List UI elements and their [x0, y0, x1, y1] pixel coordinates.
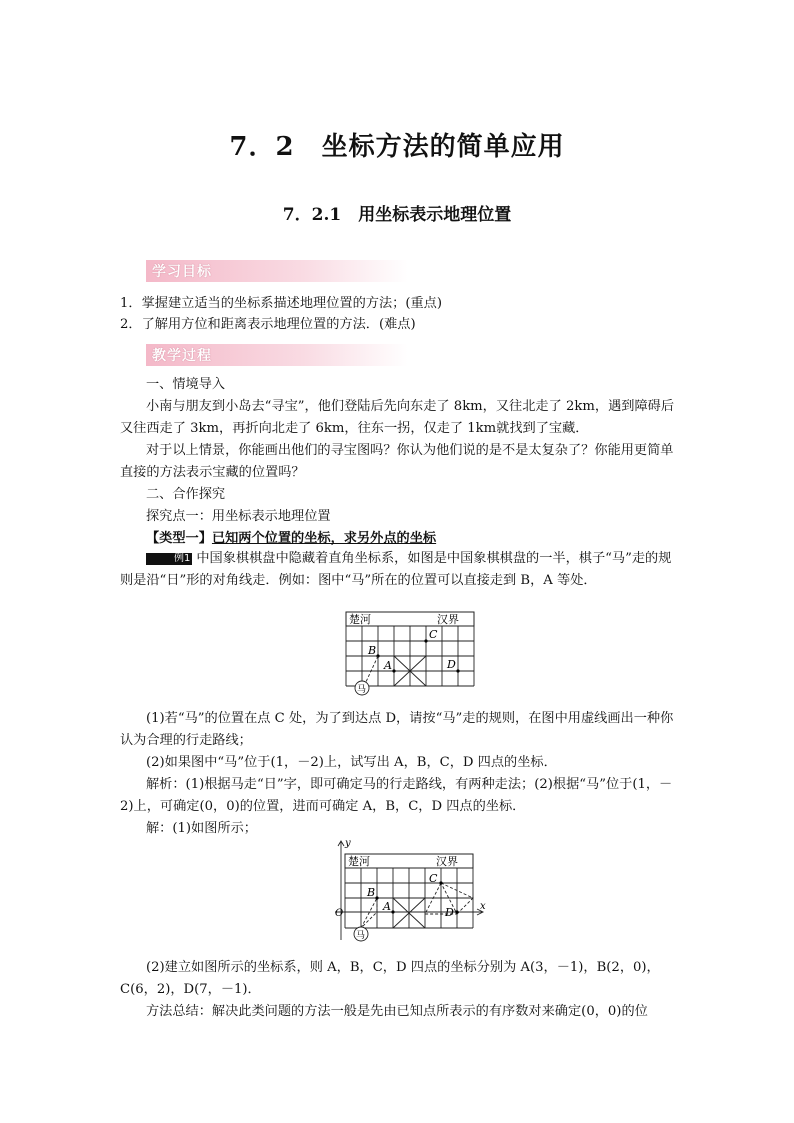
point-C-label: C [429, 628, 438, 641]
solution-2: (2)建立如图所示的坐标系，则 A，B，C，D 四点的坐标分别为 A(3，－1)，B(2，0)，C(6，2)，D(7，－1)． [120, 960, 660, 997]
point-D-label-2: D [445, 906, 454, 919]
board-2-left-label: 楚河 [348, 855, 370, 868]
process-banner [146, 344, 408, 366]
goal-2: 2．了解用方位和距离表示地理位置的方法．(难点) [120, 317, 416, 332]
goals-banner [146, 260, 408, 282]
board-2-right-label: 汉界 [436, 855, 458, 868]
goals-banner-label: 学习目标 [152, 264, 212, 280]
horse-label: 马 [357, 685, 367, 695]
type-1-line [120, 528, 676, 550]
question-1: (1)若“马”的位置在点 C 处，为了到达点 D，请按“马”走的规则，在图中用虚线画出一种你认为合理的行走路线； [120, 711, 674, 748]
analysis: 解析：(1)根据马走“日”字，即可确定马的行走路线，有两种走法；(2)根据“马”位于(1，－2)上，可确定(0，0)的位置，进而可确定 A，B，C，D 四点的坐标． [120, 777, 673, 814]
goal-1: 1．掌握建立适当的坐标系描述地理位置的方法；(重点) [120, 296, 442, 311]
section-2-heading: 二、合作探究 [146, 487, 226, 502]
chess-board-figure-1 [343, 610, 477, 696]
section-subtitle: 7．2.1 用坐标表示地理位置 [282, 205, 512, 225]
board-right-label: 汉界 [437, 613, 459, 626]
type-1-label: 【类型一】 [146, 531, 212, 546]
question-2: (2)如果图中“马”位于(1，－2)上，试写出 A，B，C，D 四点的坐标． [146, 755, 557, 770]
point-B-label: B [368, 644, 377, 657]
process-banner-label: 教学过程 [152, 348, 212, 364]
type-1-title: 已知两个位置的坐标，求另外点的坐标 [211, 531, 437, 546]
chess-board-figure-2 [333, 836, 493, 950]
section-1-paragraph-2: 对于以上情景，你能画出他们的寻宝图吗？你认为他们说的是不是太复杂了？你能用更简单直接的方法表示宝藏的位置吗？ [120, 443, 674, 480]
solution-1: 解：(1)如图所示； [146, 821, 257, 836]
section-1-heading: 一、情境导入 [146, 377, 226, 392]
point-A-label: A [384, 659, 392, 672]
x-axis-label: x [480, 901, 486, 912]
y-axis-label: y [345, 838, 351, 849]
section-1-paragraph-1: 小南与朋友到小岛去“寻宝”，他们登陆后先向东走了 8km，又往北走了 2km，遇到障碍后又往西走了 3km，再折向北走了 6km，往东一拐，仅走了 1km就找到了宝藏． [120, 399, 675, 436]
explore-point: 探究点一：用坐标表示地理位置 [146, 509, 331, 524]
method-summary: 方法总结：解决此类问题的方法一般是先由已知点所表示的有序数对来确定(0，0)的位 [146, 1004, 648, 1019]
point-D-label: D [447, 658, 456, 671]
example-1 [120, 548, 676, 592]
horse-label-2: 马 [356, 931, 366, 941]
point-A-label-2: A [383, 900, 391, 913]
example-text: 中国象棋棋盘中隐藏着直角坐标系，如图是中国象棋棋盘的一半，棋子“马”走的规则是沿“日”形的对角线走．例如：图中“马”所在的位置可以直接走到 B，A 等处． [120, 551, 672, 588]
page-title: 7．2 坐标方法的简单应用 [229, 132, 565, 162]
point-C-label-2: C [429, 872, 438, 885]
example-badge: 例1 [146, 553, 192, 565]
point-B-label-2: B [367, 886, 376, 899]
board-left-label: 楚河 [349, 613, 371, 626]
origin-label: O [335, 908, 344, 919]
